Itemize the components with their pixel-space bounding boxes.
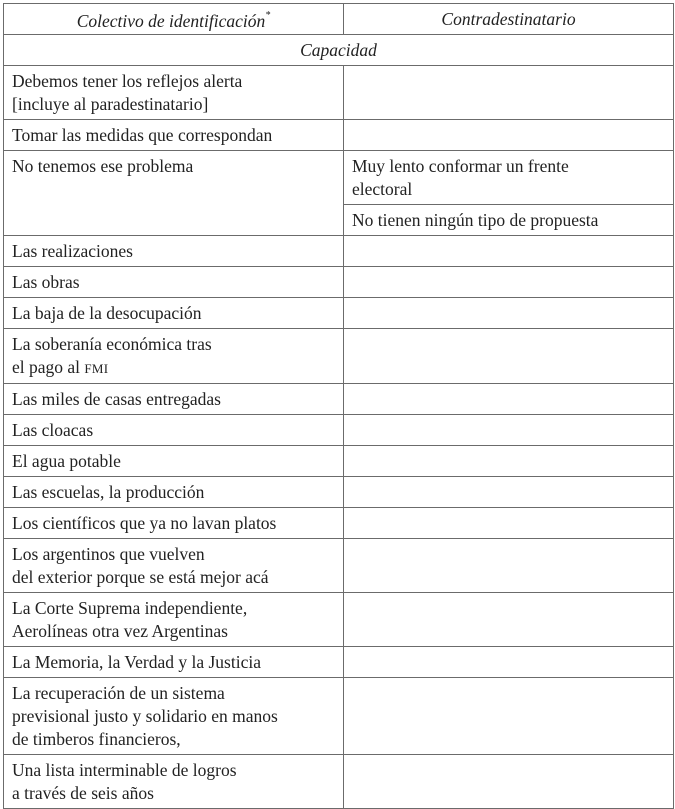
table-row: [4, 446, 674, 477]
row-col2: [344, 236, 674, 267]
abbr-fmi: FMI: [84, 361, 109, 376]
row-col2: [344, 446, 674, 477]
row-col2: No tienen ningún tipo de propuesta: [344, 205, 674, 236]
table-row: [4, 477, 674, 508]
table-row: [4, 415, 674, 446]
section-title: Capacidad: [4, 35, 674, 66]
table-row: [4, 151, 674, 205]
row-col2: [344, 755, 674, 809]
row-col2: [344, 678, 674, 755]
table-row: [4, 267, 674, 298]
row-col2: [344, 593, 674, 647]
table-row: [4, 66, 674, 120]
row-col1: Debemos tener los reflejos alerta [incluye al paradestinatario]: [4, 66, 344, 120]
header-col1: Colectivo de identificación*: [4, 4, 344, 35]
section-row: [4, 35, 674, 66]
row-col1: La Memoria, la Verdad y la Justicia: [4, 647, 344, 678]
table-row: [4, 539, 674, 593]
row-col1: La Corte Suprema independiente, Aerolíneas otra vez Argentinas: [4, 593, 344, 647]
table-row: [4, 384, 674, 415]
row-col1: Las miles de casas entregadas: [4, 384, 344, 415]
row-col2: [344, 384, 674, 415]
row-col2: Muy lento conformar un frente electoral: [344, 151, 674, 205]
table-row: [4, 678, 674, 755]
row-col1: Tomar las medidas que correspondan: [4, 120, 344, 151]
row-col2: [344, 298, 674, 329]
row-col2: [344, 329, 674, 384]
table-row: [4, 329, 674, 384]
row-col1: La soberanía económica tras el pago al FMI: [4, 329, 344, 384]
row-col1: Los argentinos que vuelven del exterior porque se está mejor acá: [4, 539, 344, 593]
table-row: [4, 647, 674, 678]
row-col2: [344, 508, 674, 539]
row-col1: Las cloacas: [4, 415, 344, 446]
footnote-mark: *: [265, 9, 271, 21]
row-col1: Las obras: [4, 267, 344, 298]
table-row: [4, 593, 674, 647]
row-col2: [344, 539, 674, 593]
row-col1: Las realizaciones: [4, 236, 344, 267]
table-row: [4, 755, 674, 809]
row-col1: Los científicos que ya no lavan platos: [4, 508, 344, 539]
row-col2: [344, 477, 674, 508]
table-row: [4, 508, 674, 539]
row-col1: La baja de la desocupación: [4, 298, 344, 329]
discourse-table: [3, 3, 674, 809]
row-col2: [344, 415, 674, 446]
table-row: [4, 120, 674, 151]
table-row: [4, 236, 674, 267]
row-col1: La recuperación de un sistema previsional justo y solidario en manos de timberos financieros,: [4, 678, 344, 755]
row-col2: [344, 120, 674, 151]
row-col2: [344, 66, 674, 120]
header-col2: Contradestinatario: [344, 4, 674, 35]
row-col2: [344, 647, 674, 678]
header-row: [4, 4, 674, 35]
row-col2: [344, 267, 674, 298]
row-col1: No tenemos ese problema: [4, 151, 344, 236]
row-col1: Las escuelas, la producción: [4, 477, 344, 508]
row-col1: Una lista interminable de logros a través de seis años: [4, 755, 344, 809]
row-col1: El agua potable: [4, 446, 344, 477]
table-row: [4, 298, 674, 329]
